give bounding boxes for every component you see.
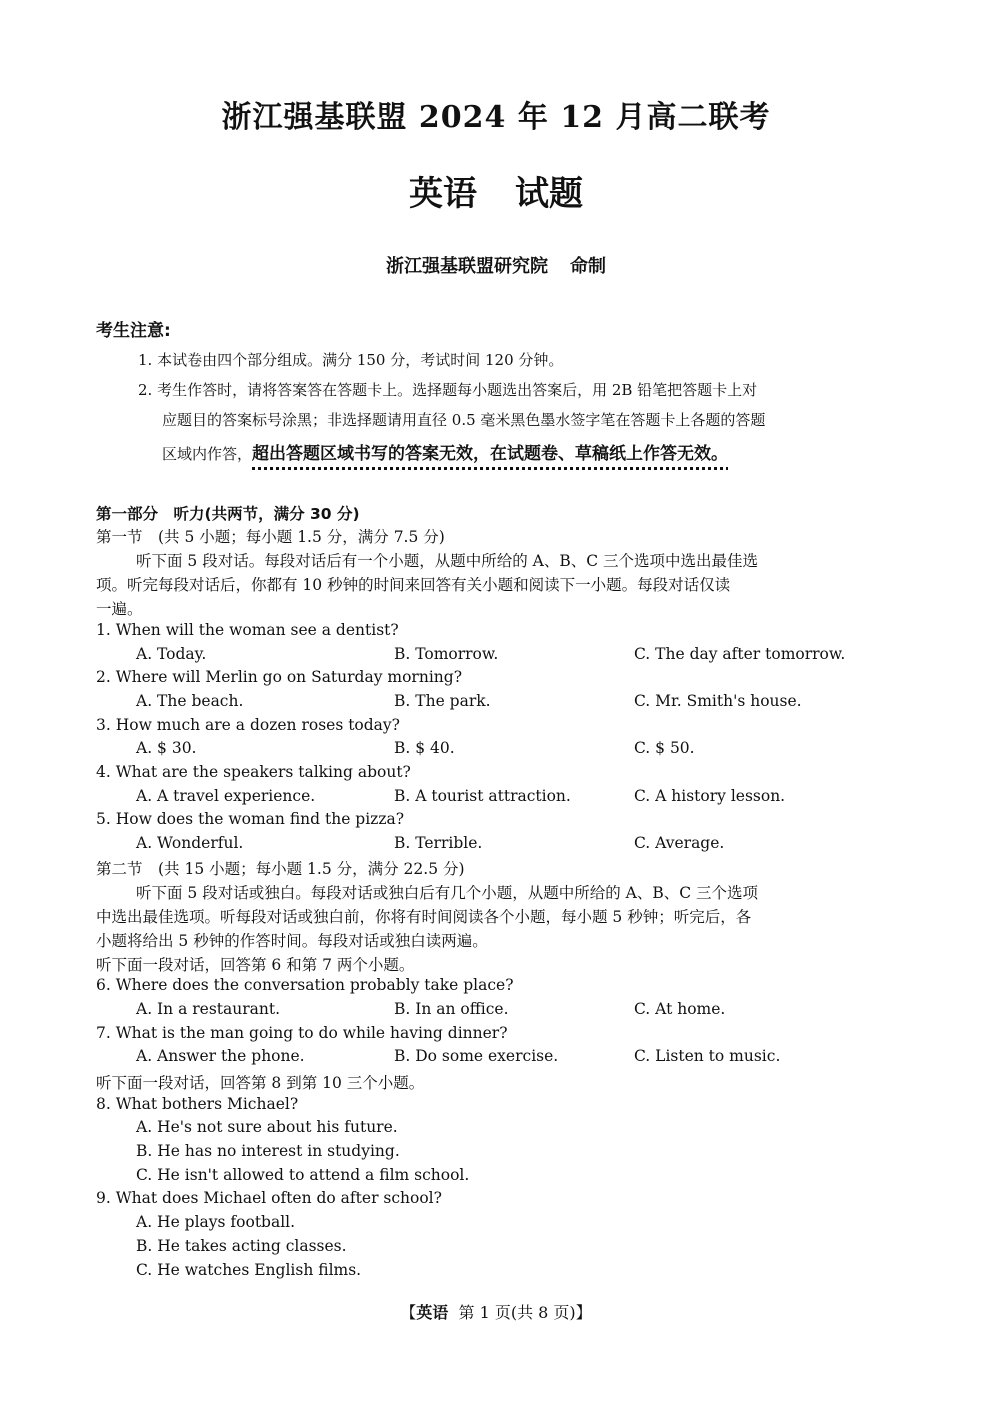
section1-instruction: 一遍。 (96, 600, 143, 618)
question-stem: 2. Where will Merlin go on Saturday morning? (96, 668, 462, 686)
notice-item-1: 1. 本试卷由四个部分组成。满分 150 分，考试时间 120 分钟。 (138, 351, 564, 369)
option-a: A. The beach. (136, 692, 244, 710)
option-b: B. Tomorrow. (394, 645, 499, 663)
notice-item-2-line-3 (162, 439, 728, 464)
option-a: A. Today. (136, 645, 207, 663)
footer-subject: 英语 (416, 1303, 449, 1322)
option-b: B. In an office. (394, 1000, 509, 1018)
question-stem: 1. When will the woman see a dentist? (96, 621, 399, 639)
notice-emphasis: 超出答题区域书写的答案无效，在试题卷、草稿纸上作答无效。 (252, 444, 729, 464)
footer-bracket-close: 】 (575, 1303, 592, 1322)
notice-text: 区域内作答， (162, 445, 253, 463)
option-c: C. A history lesson. (634, 787, 786, 805)
question-stem: 8. What bothers Michael? (96, 1095, 299, 1113)
section2-instruction: 小题将给出 5 秒钟的作答时间。每段对话或独白读两遍。 (96, 932, 488, 950)
footer-bracket-open: 【 (400, 1303, 417, 1322)
option-c: C. The day after tomorrow. (634, 645, 846, 663)
author-org: 浙江强基联盟研究院 (386, 256, 548, 277)
option-a: A. $ 30. (136, 739, 197, 757)
option-b: B. $ 40. (394, 739, 455, 757)
section2-instruction: 听下面 5 段对话或独白。每段对话或独白后有几个小题，从题中所给的 A、B、C 三个选项 (136, 884, 759, 902)
part1-heading: 第一部分 听力(共两节，满分 30 分) (96, 505, 360, 523)
paper-type: 试题 (515, 174, 583, 214)
section1-instruction: 项。听完每段对话后，你都有 10 秒钟的时间来回答有关小题和阅读下一小题。每段对话仅读 (96, 576, 731, 594)
subject-title (0, 166, 992, 215)
exam-title: 浙江强基联盟 2024 年 12 月高二联考 (221, 100, 771, 135)
question-stem: 9. What does Michael often do after school? (96, 1189, 442, 1207)
option-b: B. Terrible. (394, 834, 483, 852)
option-b: B. A tourist attraction. (394, 787, 571, 805)
dialog-instruction: 听下面一段对话，回答第 8 到第 10 三个小题。 (96, 1074, 425, 1092)
option-a: A. Wonderful. (136, 834, 244, 852)
option-c: C. He isn't allowed to attend a film school. (136, 1166, 470, 1184)
subject-name: 英语 (409, 174, 477, 214)
option-c: C. At home. (634, 1000, 726, 1018)
option-b: B. He takes acting classes. (136, 1237, 347, 1255)
option-b: B. He has no interest in studying. (136, 1142, 400, 1160)
question-stem: 5. How does the woman find the pizza? (96, 810, 405, 828)
section1-heading: 第一节 (共 5 小题；每小题 1.5 分，满分 7.5 分) (96, 528, 445, 546)
option-c: C. $ 50. (634, 739, 695, 757)
option-a: A. Answer the phone. (136, 1047, 305, 1065)
option-a: A. He plays football. (136, 1213, 296, 1231)
option-a: A. He's not sure about his future. (136, 1118, 398, 1136)
option-b: B. The park. (394, 692, 491, 710)
author-line (0, 252, 992, 278)
page-number: 第 1 页(共 8 页) (458, 1303, 576, 1322)
notice-heading: 考生注意: (96, 321, 171, 341)
question-stem: 3. How much are a dozen roses today? (96, 716, 400, 734)
option-c: C. He watches English films. (136, 1261, 362, 1279)
option-b: B. Do some exercise. (394, 1047, 559, 1065)
option-c: C. Average. (634, 834, 725, 852)
dialog-instruction: 听下面一段对话，回答第 6 和第 7 两个小题。 (96, 956, 415, 974)
option-a: A. A travel experience. (136, 787, 316, 805)
author-role: 命制 (570, 256, 606, 277)
option-c: C. Mr. Smith's house. (634, 692, 802, 710)
option-a: A. In a restaurant. (136, 1000, 281, 1018)
section1-instruction: 听下面 5 段对话。每段对话后有一个小题，从题中所给的 A、B、C 三个选项中选出最佳选 (136, 552, 759, 570)
page-footer (0, 1300, 992, 1323)
question-stem: 6. Where does the conversation probably take place? (96, 976, 514, 994)
section2-heading: 第二节 (共 15 小题；每小题 1.5 分，满分 22.5 分) (96, 860, 465, 878)
option-c: C. Listen to music. (634, 1047, 781, 1065)
notice-item-2-line-1: 2. 考生作答时，请将答案答在答题卡上。选择题每小题选出答案后，用 2B 铅笔把答题卡上对 (138, 381, 758, 399)
question-stem: 4. What are the speakers talking about? (96, 763, 411, 781)
section2-instruction: 中选出最佳选项。听每段对话或独白前，你将有时间阅读各个小题，每小题 5 秒钟；听完后，各 (96, 908, 752, 926)
question-stem: 7. What is the man going to do while having dinner? (96, 1024, 508, 1042)
notice-item-2-line-2: 应题目的答案标号涂黑；非选择题请用直径 0.5 毫米黑色墨水签字笔在答题卡上各题的答题 (162, 411, 766, 429)
